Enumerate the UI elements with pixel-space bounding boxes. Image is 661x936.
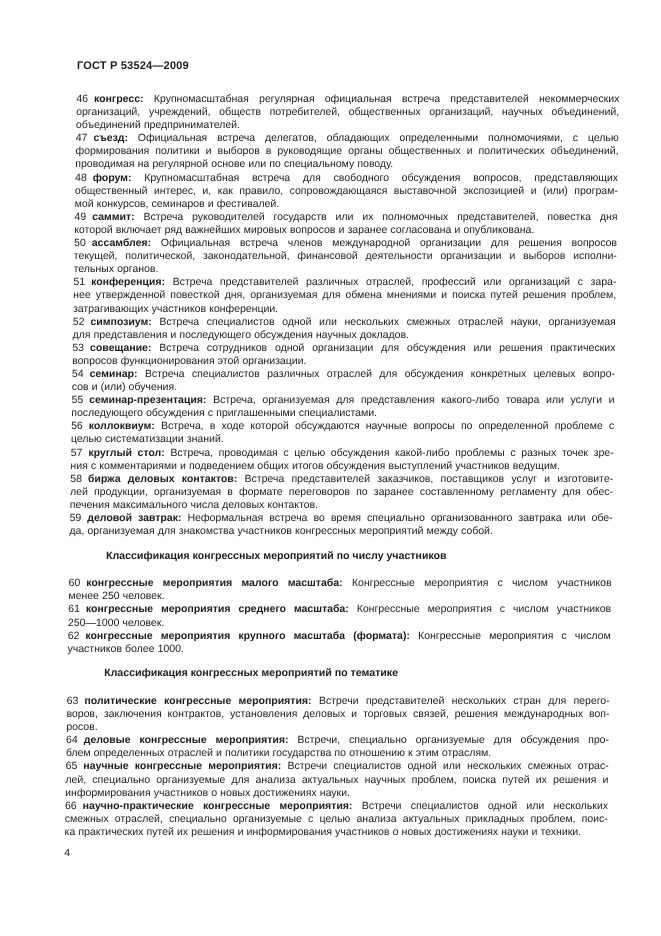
definition-paragraph [72, 368, 615, 394]
definition-text: Неформальная встреча во время специально организованного завтрака или обе- [187, 512, 613, 524]
definition-text: Встреча специалистов одной или нескольких смежных отраслей науки, организуемая [159, 315, 616, 328]
definition-number: 56 [71, 420, 83, 433]
definition-term: форум: [92, 171, 132, 184]
definition-text-line: мой конкурсов, семинаров и фестивалей. [74, 197, 280, 210]
definition-paragraph [72, 316, 615, 342]
definition-term: симпозиум: [90, 315, 152, 328]
definition-paragraph [66, 734, 609, 760]
definition-paragraph [71, 394, 614, 420]
definition-text-line [66, 734, 609, 747]
definition-number: 61 [68, 603, 80, 616]
definition-text: Встречи представителей нескольких стран для перего- [318, 694, 610, 707]
definition-text-line [67, 695, 610, 708]
definition-text-line: нее утвержденной повесткой дня, организуемая для обмена мнениями и поиска путей решения проблем, [73, 289, 617, 302]
definition-text-line [71, 447, 614, 460]
definition-text-line: целью систематизации знаний. [70, 433, 224, 446]
definition-number: 54 [71, 367, 84, 380]
definition-text-line: затрагивающих участников конференции. [72, 302, 279, 315]
definition-text-line [66, 760, 609, 773]
definition-number: 47 [75, 132, 88, 145]
definition-paragraph [72, 342, 615, 368]
definition-text-line [76, 93, 619, 106]
definition-text-line [65, 800, 608, 813]
section-heading: Классификация конгрессных мероприятий по числу участников [105, 549, 447, 562]
definition-text-line [68, 603, 611, 616]
standard-number-header: ГОСТ Р 53524—2009 [76, 60, 189, 72]
definition-text-line: формирования политики и выборов в руководящие органы общественных и политических объединений, [75, 145, 619, 158]
definition-term: саммит: [92, 210, 135, 223]
definition-text-line: 250—1000 человек. [67, 616, 165, 629]
definition-text-line: организаций, учреждений, обществ потребителей, общественных организаций, научных объединений, [76, 106, 620, 119]
definition-term: круглый стол: [88, 446, 165, 459]
definition-term: конгрессные мероприятия среднего масштаба: [85, 603, 349, 616]
definition-text: Встреча, организуемая для представления какого-либо товара или услуги и [213, 394, 615, 407]
definition-text-line: росов. [66, 721, 98, 734]
definition-text-line: ка практических путей их решения и информирования участников о новых достижениях науки и техники. [64, 825, 582, 838]
definition-term: коллоквиум: [88, 420, 155, 433]
definition-text: Встреча, в ходе которой обсуждаются научные вопросы по определенной проблеме с [160, 420, 615, 433]
definition-number: 59 [69, 512, 82, 524]
definition-text-line: общественный интерес, и, как правило, сопровождающаяся выставочной экспозицией и (или) програм- [74, 184, 618, 197]
definition-term: политические конгрессные мероприятия: [84, 694, 312, 707]
definition-text: Встреча представителей заказчиков, поставщиков услуг и изготовите- [244, 472, 614, 485]
definition-text-line: блем определенных отраслей и политики государства по отношению к этим отраслям. [65, 747, 492, 760]
definition-text-line: объединений предпринимателей. [75, 119, 241, 132]
definition-text-line: тельных органов. [73, 263, 159, 276]
definition-term: конгрессные мероприятия крупного масштаба (формата): [85, 629, 410, 642]
definition-text-line: информирования участников о новых достижениях науки. [65, 786, 351, 799]
definition-text-line [73, 316, 616, 329]
definition-text: Встречи специалистов одной или нескольких [361, 799, 609, 812]
definition-term: научно-практические конгрессные мероприятия: [82, 799, 353, 812]
definition-text: Крупномасштабная регулярная официальная встреча представителей некоммерческих [153, 93, 620, 105]
definition-text: Крупномасштабная встреча для свободного обсуждения вопросов, представляющих [144, 171, 619, 184]
definition-text-line [68, 630, 611, 643]
definition-paragraph [71, 420, 614, 446]
definition-number: 53 [72, 341, 85, 354]
definition-number: 57 [70, 446, 83, 459]
definition-term: конгресс: [93, 93, 144, 105]
definition-text: Официальная встреча делегатов, обладающих определенными полномочиями, с целью [137, 132, 619, 145]
definition-text: Конгрессные мероприятия с числом [417, 629, 611, 642]
definition-text-line: которой включает ряд важнейших мировых вопросов и заранее согласована и опубликована. [74, 223, 535, 236]
definition-number: 49 [74, 210, 87, 223]
definition-paragraph [75, 132, 619, 171]
definition-term: съезд: [93, 132, 129, 145]
definition-paragraph [70, 447, 613, 473]
definition-number: 64 [65, 734, 78, 747]
definition-text-line: лей продукции, организуемая в формате переговоров по заранее составленному регламенту для обес- [69, 485, 614, 498]
definition-number: 46 [76, 93, 89, 105]
definition-term: семинар-презентация: [89, 394, 207, 407]
definition-paragraph [65, 760, 609, 799]
definition-paragraph [68, 603, 611, 629]
definition-text-line: текущей, политической, законодательной, финансовой деятельности организации и выборов исполни- [73, 250, 617, 263]
definition-text-line: лей, специально организуемые для анализа актуальных научных проблем, поиска путей их решения и [65, 773, 609, 786]
definition-paragraph [69, 512, 612, 538]
definition-number: 48 [75, 171, 87, 184]
definition-paragraph [68, 577, 611, 603]
definition-text-line [71, 394, 614, 407]
page-number: 4 [64, 848, 71, 860]
definition-term: деловой завтрак: [87, 512, 182, 524]
definition-term: научные конгрессные мероприятия: [83, 760, 282, 773]
definition-paragraph [64, 800, 608, 839]
definition-text: Встреча руководителей государств или их полномочных представителей, повестка дня [143, 210, 618, 223]
definition-number: 62 [67, 629, 80, 642]
definition-text: Встреча специалистов различных отраслей для обсуждения конкретных целевых вопро- [144, 367, 616, 380]
definition-number: 66 [64, 799, 77, 812]
definition-text: Встречи специалистов одной или нескольких смежных отрас- [287, 760, 609, 773]
definition-text-line [72, 342, 615, 355]
definition-text-line: менее 250 человек. [68, 590, 165, 603]
section-heading: Классификация конгрессных мероприятий по тематике [104, 667, 399, 680]
definition-term: ассамблея: [91, 237, 152, 250]
definition-text-line: вопросов функционирования этой организации. [72, 354, 307, 367]
definition-text: Встреча представителей различных отраслей, профессий или организаций с зара- [172, 276, 617, 289]
definition-text: Встречи, специально организуемые для обсуждения про- [297, 734, 610, 747]
definition-text-line [73, 276, 616, 289]
definition-text-line: воров, заключения контрактов, установления деловых и торговых связей, решения международных воп- [66, 708, 610, 721]
definition-text-line: печения максимального числа деловых контактов. [69, 498, 319, 511]
definition-text-line [71, 420, 614, 433]
definition-text-line [74, 237, 617, 250]
definition-text-line: сов и (или) обучения. [71, 381, 178, 394]
definition-text-line [74, 211, 617, 224]
definition-text: Конгрессные мероприятия с числом участников [356, 603, 612, 616]
definition-term: семинар: [89, 367, 138, 380]
definition-number: 50 [73, 237, 86, 250]
definition-text: Встреча, проводимая с целью обсуждения какой-либо проблемы с разных точек зре- [170, 446, 614, 459]
document-body [64, 93, 619, 839]
definition-number: 52 [72, 315, 85, 328]
definition-text-line: ния с комментариями и подведением общих итогов обсуждения выступлений участников ведущим. [70, 459, 560, 472]
definition-term: биржа деловых контактов: [87, 472, 238, 485]
text-block [64, 60, 620, 860]
definition-text-line [75, 172, 618, 185]
definition-paragraph [67, 630, 610, 656]
definition-text-line: да, организуемая для знакомства участников конгрессных мероприятий между собой. [69, 525, 493, 538]
definition-text-line [72, 368, 615, 381]
definition-text-line: участников более 1000. [67, 642, 185, 655]
definition-text-line [68, 577, 611, 590]
definition-number: 63 [66, 694, 79, 707]
definition-paragraph [66, 695, 610, 734]
definition-term: конференция: [91, 276, 166, 289]
definition-number: 51 [73, 276, 86, 289]
definition-text: Официальная встреча членов международной организации для решения вопросов [160, 237, 618, 250]
definition-paragraph [73, 276, 617, 315]
definition-paragraph [76, 93, 620, 132]
definition-number: 60 [68, 577, 81, 590]
definition-text-line [76, 132, 619, 145]
definition-text-line [70, 473, 613, 486]
definition-number: 65 [65, 760, 78, 773]
definition-term: деловые конгрессные мероприятия: [83, 734, 289, 747]
definition-text-line: смежных отраслей, специально организуемые с целью анализа актуальных прикладных проблем, поис- [64, 812, 608, 825]
definition-text-line: последующего обсуждения с приглашенными специалистами. [71, 407, 378, 420]
definition-number: 58 [70, 472, 83, 485]
definition-text-line: проводимая на регулярной основе или по специальному поводу. [75, 158, 394, 171]
definition-text-line [70, 512, 613, 525]
definition-text: Конгрессные мероприятия с числом участников [351, 577, 612, 590]
definition-term: конгрессные мероприятия малого масштаба: [86, 577, 343, 590]
definition-term: совещание: [89, 341, 152, 354]
definition-paragraph [74, 211, 617, 237]
definition-text: Встреча сотрудников одной организации для обсуждения или решения практических [159, 341, 616, 354]
definition-paragraph [70, 473, 614, 512]
definition-number: 55 [71, 394, 84, 407]
definition-paragraph [75, 172, 619, 211]
definition-text-line: для представления и последующего обсуждения научных докладов. [72, 328, 410, 341]
definition-paragraph [74, 237, 618, 276]
